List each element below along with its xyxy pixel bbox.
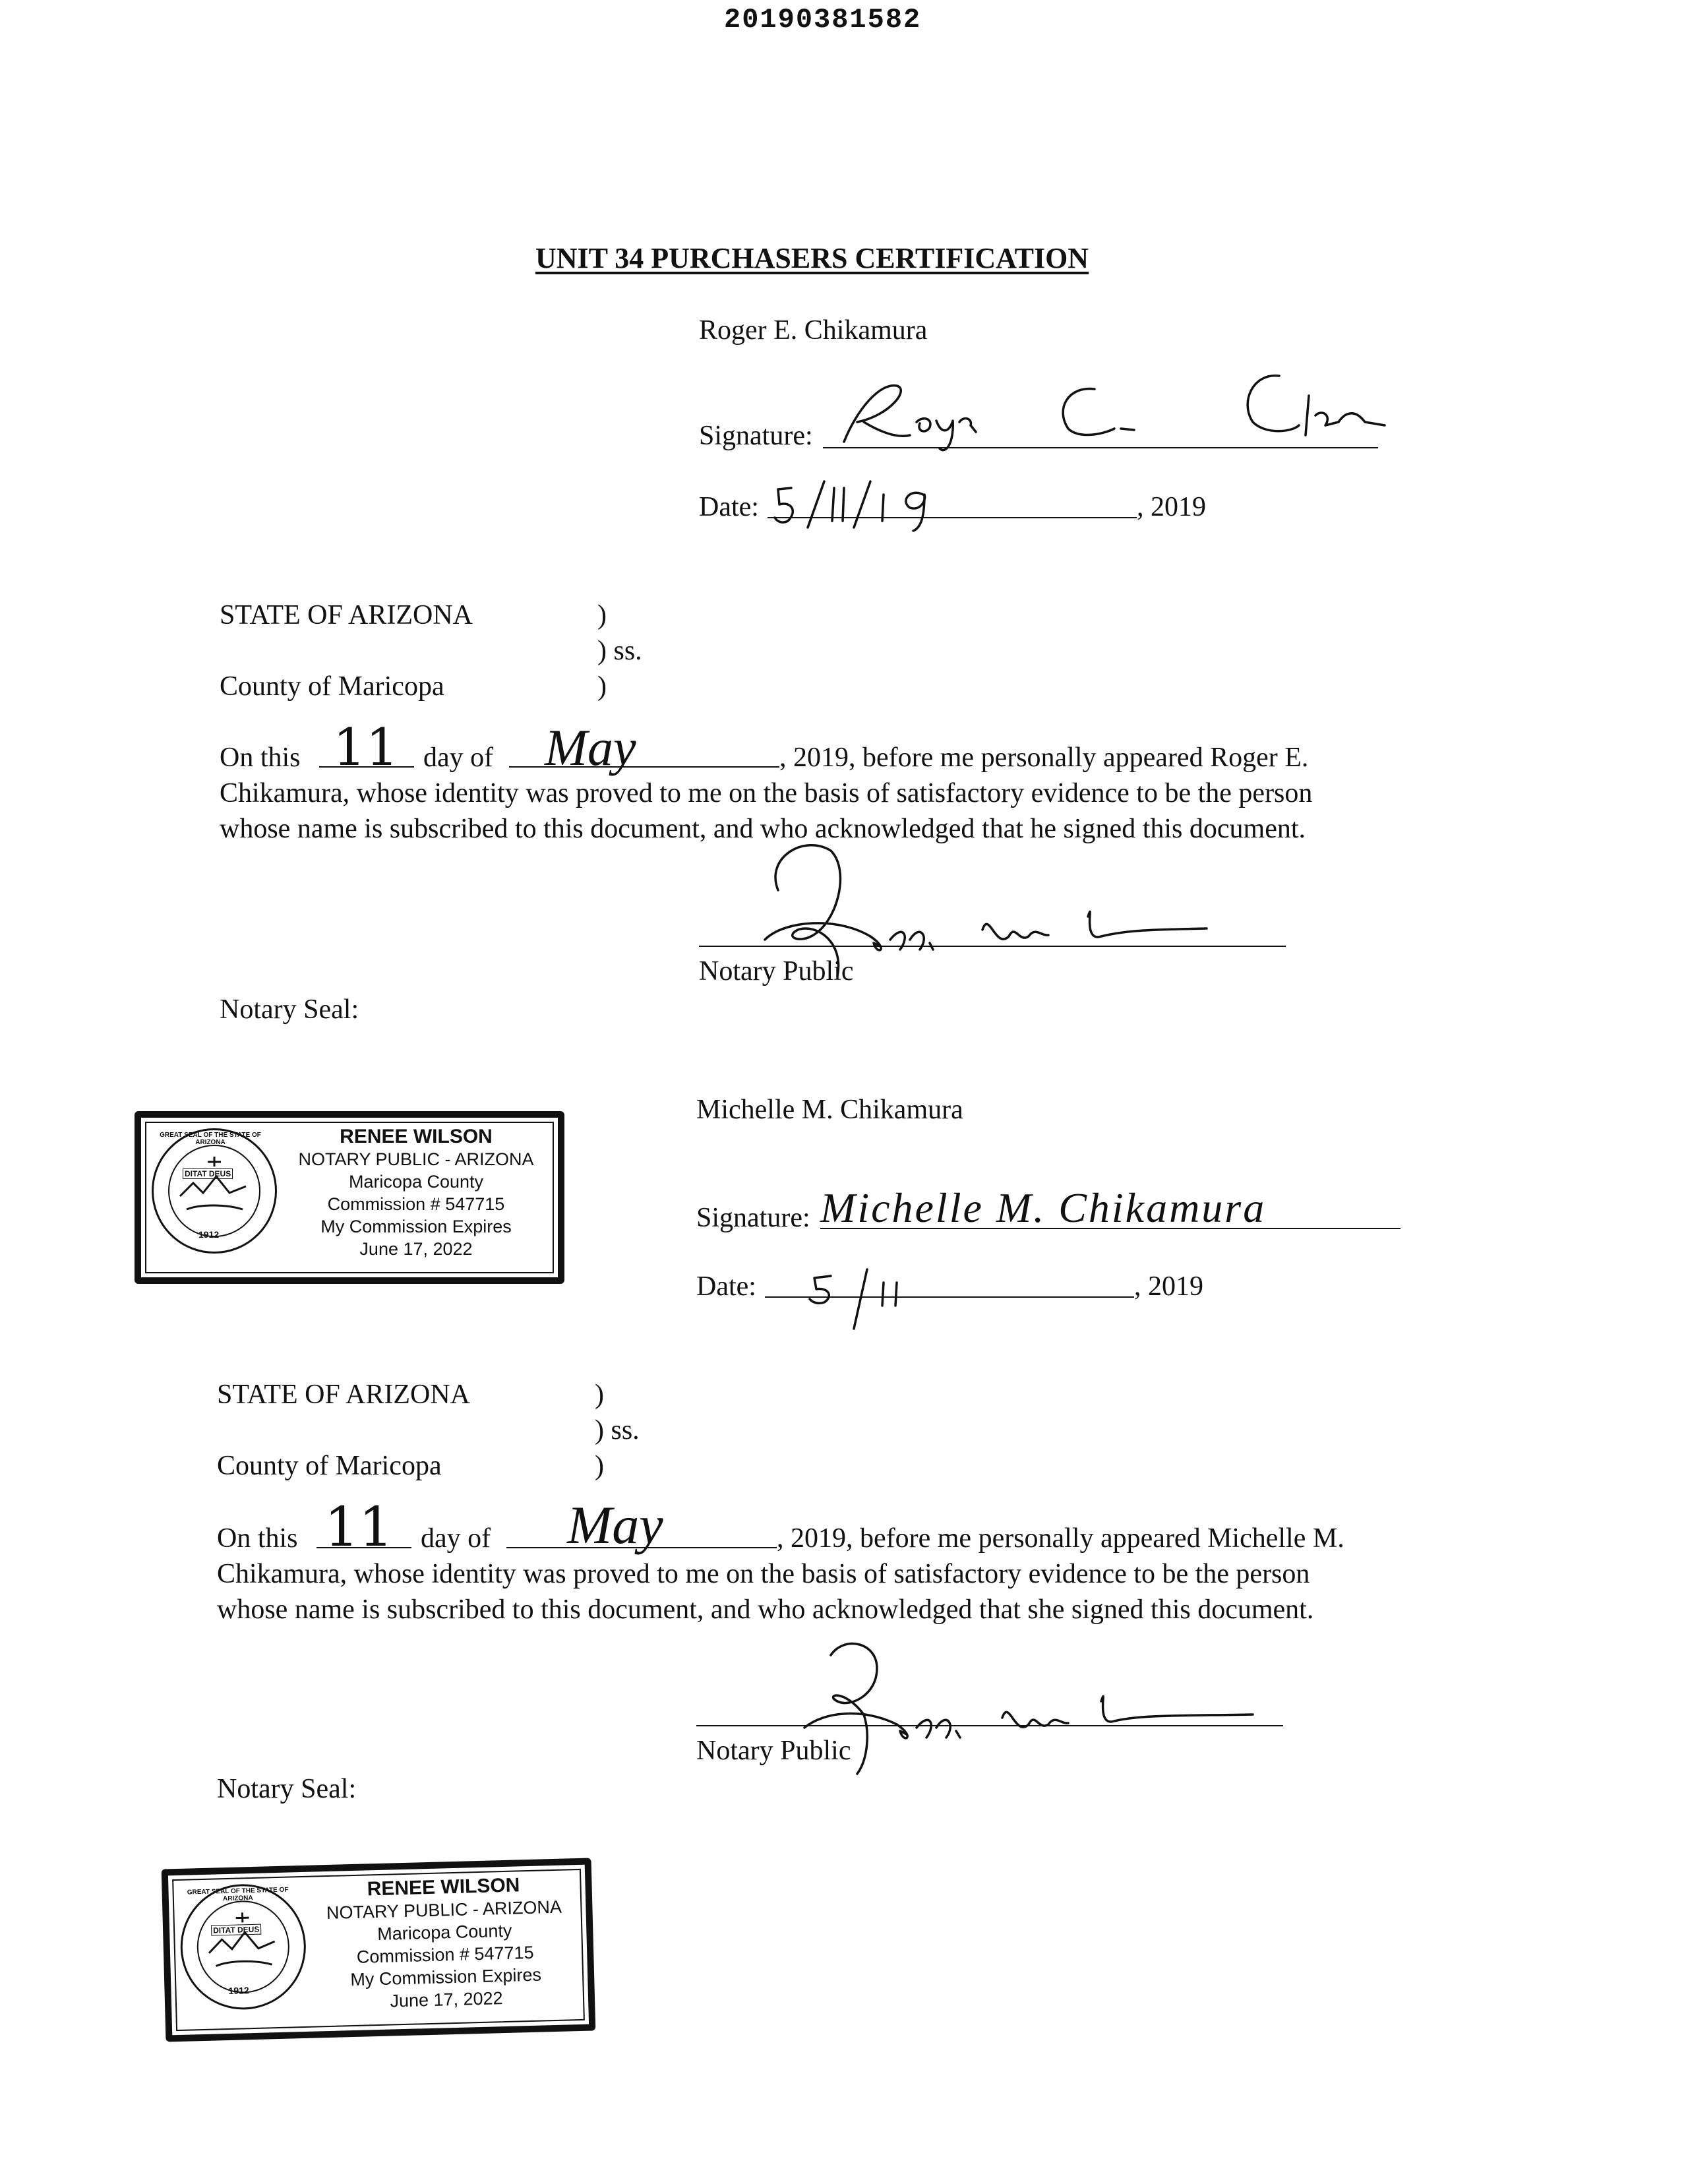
stamp-notary-name: RENEE WILSON — [340, 1126, 493, 1147]
ack-line-2: Chikamura, whose identity was proved to me on the basis of satisfactory evidence to be the person — [220, 778, 1313, 808]
stamp-expires-label: My Commission Expires — [349, 1964, 542, 1990]
seal-ring-text: GREAT SEAL OF THE STATE OF ARIZONA — [187, 1886, 289, 1903]
ack-line-3: whose name is subscribed to this document, and who acknowledged that she signed this document. — [217, 1594, 1314, 1625]
paren-2: ) — [597, 671, 607, 702]
state-label: STATE OF ARIZONA — [220, 600, 473, 630]
notary-stamp — [135, 1111, 564, 1284]
notary-seal-label: Notary Seal: — [220, 994, 359, 1025]
day-of-label: day of — [421, 1523, 491, 1554]
stamp-notary-name: RENEE WILSON — [367, 1874, 520, 1900]
date-label: Date: — [696, 1271, 756, 1302]
stamp-commission: Commission # 547715 — [356, 1942, 534, 1967]
handwritten-day: 11 — [324, 1496, 394, 1559]
stamp-county: Maricopa County — [377, 1920, 512, 1945]
ss-label: ) ss. — [597, 636, 642, 666]
stamp-expires-date: June 17, 2022 — [390, 1988, 503, 2011]
ss-label: ) ss. — [595, 1415, 640, 1445]
purchaser-signature — [818, 369, 1385, 455]
stamp-notary-title: NOTARY PUBLIC - ARIZONA — [298, 1149, 534, 1169]
stamp-notary-title: NOTARY PUBLIC - ARIZONA — [326, 1896, 562, 1924]
paren-1: ) — [597, 600, 607, 630]
stamp-county: Maricopa County — [348, 1172, 484, 1192]
on-this-label: On this — [217, 1523, 298, 1554]
record-number: 20190381582 — [724, 4, 922, 36]
signature-label: Signature: — [699, 421, 813, 451]
seal-ring-text: GREAT SEAL OF THE STATE OF ARIZONA — [160, 1132, 261, 1146]
handwritten-date — [804, 1266, 923, 1332]
ack-line-1: , 2019, before me personally appeared Roger E. — [779, 743, 1309, 773]
notary-seal-label: Notary Seal: — [217, 1774, 357, 1804]
seal-year: 1912 — [198, 1229, 220, 1240]
seal-year: 1912 — [228, 1985, 249, 1996]
seal-motto: DITAT DEUS — [183, 1168, 233, 1179]
handwritten-month: May — [567, 1495, 663, 1555]
paren-1: ) — [595, 1380, 604, 1410]
state-seal-emblem — [179, 1883, 307, 2011]
date-suffix: , 2019 — [1134, 1271, 1203, 1302]
stamp-expires-date: June 17, 2022 — [359, 1239, 473, 1259]
day-of-label: day of — [423, 743, 494, 773]
state-label: STATE OF ARIZONA — [217, 1380, 470, 1410]
notary-stamp — [162, 1858, 596, 2042]
signature-label: Signature: — [696, 1203, 810, 1233]
purchaser-signature: Michelle M. Chikamura — [820, 1184, 1267, 1231]
purchaser-name: Michelle M. Chikamura — [696, 1095, 963, 1125]
ack-line-1: , 2019, before me personally appeared Michelle M. — [777, 1523, 1344, 1554]
county-label: County of Maricopa — [220, 671, 444, 702]
purchaser-name: Roger E. Chikamura — [699, 315, 928, 346]
handwritten-date — [771, 475, 943, 534]
stamp-commission: Commission # 547715 — [327, 1194, 505, 1214]
stamp-expires-label: My Commission Expires — [320, 1217, 512, 1236]
notary-signature — [791, 1629, 1253, 1780]
stamp-text — [280, 1126, 553, 1260]
ack-line-2: Chikamura, whose identity was proved to me on the basis of satisfactory evidence to be the person — [217, 1559, 1310, 1589]
handwritten-day: 11 — [333, 718, 399, 777]
seal-motto: DITAT DEUS — [211, 1924, 262, 1936]
date-label: Date: — [699, 492, 759, 522]
county-label: County of Maricopa — [217, 1451, 442, 1481]
handwritten-month: May — [545, 719, 636, 776]
date-suffix: , 2019 — [1137, 492, 1206, 522]
notary-public-label: Notary Public — [699, 956, 854, 986]
on-this-label: On this — [220, 743, 301, 773]
notary-public-label: Notary Public — [696, 1736, 851, 1766]
document-title: UNIT 34 PURCHASERS CERTIFICATION — [535, 242, 1089, 274]
ack-line-3: whose name is subscribed to this document, and who acknowledged that he signed this document. — [220, 814, 1306, 844]
state-seal-emblem — [152, 1128, 277, 1254]
stamp-text — [307, 1873, 583, 2015]
paren-2: ) — [595, 1451, 604, 1481]
